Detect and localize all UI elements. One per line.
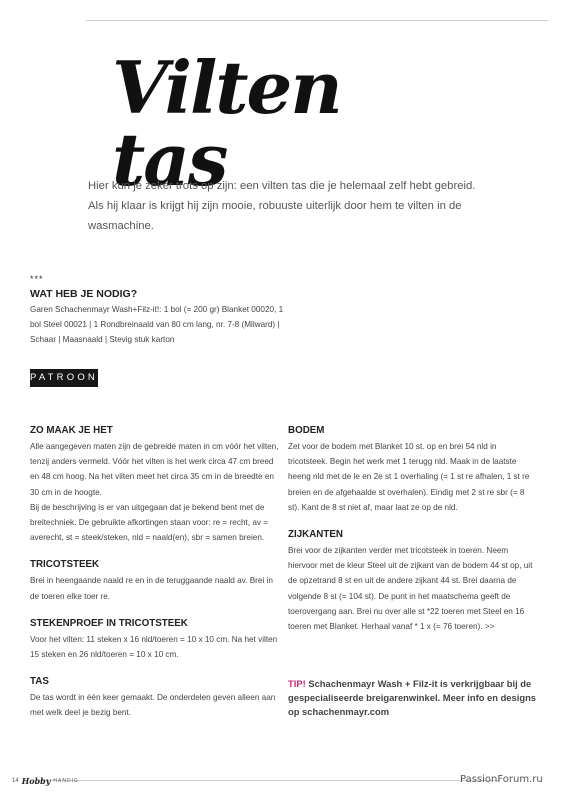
difficulty-stars: *** bbox=[30, 274, 44, 284]
section-heading-stekenproef: STEKENPROEF IN TRICOTSTEEK bbox=[30, 617, 188, 629]
materials-text: Garen Schachenmayr Wash+Filz-it!: 1 bol (= 200 gr) Blanket 00020, 1 bol Steel 00021 | 1 Rondbreinaald van 80 cm lang, nr. 7-8 (Milward) | Schaar | Maasnaald | Stevig stuk karton bbox=[30, 305, 284, 345]
materials-heading: WAT HEB JE NODIG? bbox=[30, 288, 138, 300]
article-title: Vilten tas bbox=[112, 45, 341, 202]
section-text: Alle aangegeven maten zijn de gebreide maten in cm vóór het vilten, tenzij anders vermeld. Vóór het vilten is het werk circa 47 cm breed en 48 cm hoog. Na het vilten meet het circa 35 cm in de breedte en 30 cm in de hoogte. bbox=[30, 442, 279, 497]
tip-box bbox=[288, 677, 538, 719]
section-heading-zijkanten: ZIJKANTEN bbox=[288, 529, 343, 541]
page-number: 14 bbox=[12, 778, 19, 784]
section-text: Bij de beschrijving is er van uitgegaan dat je bekend bent met de breitechniek. De gebruikte afkortingen staan voor: re = recht, av = averecht, st = steek/steken, nld = naald(en), sbr = samen breien. bbox=[30, 502, 269, 543]
pattern-label: PATROON bbox=[30, 369, 98, 387]
right-column bbox=[288, 424, 538, 634]
section-heading-bodem: BODEM bbox=[288, 425, 325, 436]
section-heading-tricotsteek: TRICOTSTEEK bbox=[30, 559, 100, 571]
section-heading-tas: TAS bbox=[30, 676, 49, 688]
magazine-logo: Hobby bbox=[21, 776, 51, 786]
site-watermark: PassionForum.ru bbox=[460, 774, 543, 785]
tip-text: Schachenmayr Wash + Filz-it is verkrijgbaar bij de gespecialiseerde breigarenwinkel. Meer info en designs op schachenmayr.com bbox=[288, 678, 537, 717]
section-text: De tas wordt in één keer gemaakt. De onderdelen geven alleen aan met welk deel je bezig bent. bbox=[30, 693, 276, 718]
section-text: Voor het vilten: 11 steken x 16 nld/toeren = 10 x 10 cm. Na het vilten 15 steken en 26 nld/toeren = 10 x 10 cm. bbox=[30, 634, 278, 660]
top-rule bbox=[86, 20, 548, 21]
left-column bbox=[30, 424, 280, 721]
section-text: Brei in heengaande naald re en in de teruggaande naald av. Brei in de toeren elke toer re. bbox=[30, 576, 273, 601]
page-footer bbox=[12, 776, 79, 786]
bottom-rule bbox=[40, 780, 500, 781]
magazine-logo-suffix: HANDIG bbox=[53, 778, 79, 784]
section-text: Zet voor de bodem met Blanket 10 st. op en brei 54 nld in tricotsteek. Begin het werk met 1 terugg nld. Maak in de laatste heeng nld met de le en 2e st 1 overhaling (= 1 st re afhalen, 1 st re breien en de afgehaalde st overhalen). Eindig met 2 st re sbr (= 8 st). Kant de 8 st niet af, maar laat ze op de nld. bbox=[288, 442, 530, 512]
intro-text: Hier kun je zeker trots op zijn: een vilten tas die je helemaal zelf hebt gebreid. Als hij klaar is krijgt hij zijn mooie, robuuste uiterlijk door hem te vilten in de wasmachine. bbox=[88, 180, 476, 232]
section-heading-zo-maak-je-het: ZO MAAK JE HET bbox=[30, 425, 113, 436]
tip-label: TIP! bbox=[288, 678, 306, 689]
section-text: Brei voor de zijkanten verder met tricotsteek in toeren. Neem hiervoor met de kleur Steel uit de zijkant van de bodem 44 st op, uit de opzetrand 8 st en uit de andere zijkant 44 st. Brei daarna de volgende 8 st (= 104 st). De punt in het maatschema geeft de toerovergang aan. Brei nu over alle st *22 toeren met Steel en 16 toeren met Blanket. Herhaal vanaf * 1 x (= 76 toeren). >> bbox=[288, 546, 533, 632]
